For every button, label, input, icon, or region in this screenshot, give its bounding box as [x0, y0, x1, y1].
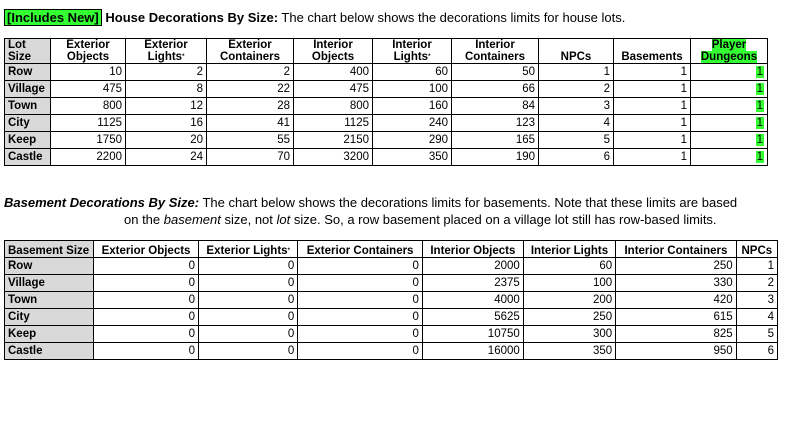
- table-cell: 2000: [422, 258, 523, 275]
- table-cell: 2200: [51, 149, 126, 166]
- table-cell: 0: [94, 292, 199, 309]
- table-cell: 0: [94, 343, 199, 360]
- table-cell: 0: [199, 309, 298, 326]
- table-row: [5, 309, 778, 326]
- basement-description-1: The chart below shows the decorations limits for basements. Note that these limits are based: [199, 195, 738, 210]
- table-row: [5, 149, 768, 166]
- table-cell: 1: [691, 132, 768, 149]
- table-cell: 84: [452, 98, 539, 115]
- table-cell: 300: [523, 326, 615, 343]
- basement-decorations-table: [4, 240, 778, 360]
- table-row: [5, 292, 778, 309]
- col-exterior-containers: Exterior Containers: [207, 39, 294, 64]
- row-label: Town: [5, 98, 51, 115]
- basement-header-row: [5, 241, 778, 258]
- table-row: [5, 275, 778, 292]
- table-cell: 0: [199, 292, 298, 309]
- table-cell: 950: [616, 343, 736, 360]
- asterisk-mark: *: [287, 248, 290, 254]
- col-interior-containers: Interior Containers: [452, 39, 539, 64]
- table-cell: 1: [691, 98, 768, 115]
- table-cell: 28: [207, 98, 294, 115]
- table-cell: 475: [51, 81, 126, 98]
- table-cell: 0: [199, 343, 298, 360]
- row-label: Village: [5, 275, 94, 292]
- asterisk-mark: *: [182, 54, 185, 60]
- table-cell: 250: [523, 309, 615, 326]
- house-decorations-table: [4, 38, 768, 166]
- table-cell: 0: [94, 258, 199, 275]
- table-cell: 16: [126, 115, 207, 132]
- row-label: Keep: [5, 132, 51, 149]
- table-cell: 0: [199, 258, 298, 275]
- row-label: Castle: [5, 149, 51, 166]
- table-cell: 0: [298, 275, 423, 292]
- table-cell: 123: [452, 115, 539, 132]
- house-heading: [4, 10, 625, 25]
- table-cell: 1: [614, 81, 691, 98]
- col-exterior-lights: Exterior Lights*: [199, 241, 298, 258]
- table-cell: 41: [207, 115, 294, 132]
- table-cell: 10: [51, 64, 126, 81]
- table-cell: 1: [614, 132, 691, 149]
- table-cell: 240: [373, 115, 452, 132]
- col-npcs: NPCs: [539, 39, 614, 64]
- table-cell: 2: [539, 81, 614, 98]
- col-basements: Basements: [614, 39, 691, 64]
- table-cell: 1: [691, 149, 768, 166]
- row-label: Keep: [5, 326, 94, 343]
- table-cell: 0: [94, 275, 199, 292]
- table-cell: 20: [126, 132, 207, 149]
- table-cell: 250: [616, 258, 736, 275]
- table-cell: 4000: [422, 292, 523, 309]
- table-cell: 825: [616, 326, 736, 343]
- table-cell: 2: [736, 275, 777, 292]
- table-cell: 6: [539, 149, 614, 166]
- table-cell: 0: [199, 326, 298, 343]
- table-cell: 420: [616, 292, 736, 309]
- row-label: Row: [5, 258, 94, 275]
- house-description: The chart below shows the decorations limits for house lots.: [278, 10, 626, 25]
- basement-heading: [4, 194, 794, 228]
- table-cell: 3200: [294, 149, 373, 166]
- table-cell: 1125: [294, 115, 373, 132]
- table-cell: 200: [523, 292, 615, 309]
- table-cell: 2: [126, 64, 207, 81]
- table-cell: 1: [691, 64, 768, 81]
- house-title: House Decorations By Size:: [105, 10, 279, 25]
- col-basement-size: Basement Size: [5, 241, 94, 258]
- table-cell: 1: [614, 64, 691, 81]
- table-cell: 2: [207, 64, 294, 81]
- table-cell: 800: [294, 98, 373, 115]
- col-interior-lights: Interior Lights: [523, 241, 615, 258]
- table-cell: 8: [126, 81, 207, 98]
- table-row: [5, 326, 778, 343]
- table-cell: 800: [51, 98, 126, 115]
- col-exterior-objects: Exterior Objects: [94, 241, 199, 258]
- table-cell: 5: [539, 132, 614, 149]
- row-label: Row: [5, 64, 51, 81]
- table-cell: 66: [452, 81, 539, 98]
- col-interior-objects: Interior Objects: [422, 241, 523, 258]
- basement-description-2: on the basement size, not lot size. So, a row basement placed on a village lot still has row-based limits.: [124, 212, 717, 227]
- table-cell: 1750: [51, 132, 126, 149]
- row-label: Town: [5, 292, 94, 309]
- table-row: [5, 258, 778, 275]
- table-cell: 100: [523, 275, 615, 292]
- col-exterior-objects: Exterior Objects: [51, 39, 126, 64]
- table-cell: 60: [523, 258, 615, 275]
- table-cell: 1: [736, 258, 777, 275]
- table-cell: 1: [691, 81, 768, 98]
- table-cell: 0: [298, 309, 423, 326]
- table-cell: 2375: [422, 275, 523, 292]
- table-cell: 70: [207, 149, 294, 166]
- col-exterior-lights: Exterior Lights*: [126, 39, 207, 64]
- asterisk-mark: *: [428, 54, 431, 60]
- table-row: [5, 81, 768, 98]
- table-cell: 0: [298, 326, 423, 343]
- table-cell: 10750: [422, 326, 523, 343]
- table-cell: 12: [126, 98, 207, 115]
- table-cell: 6: [736, 343, 777, 360]
- table-cell: 0: [298, 343, 423, 360]
- table-cell: 160: [373, 98, 452, 115]
- col-interior-objects: Interior Objects: [294, 39, 373, 64]
- table-cell: 4: [539, 115, 614, 132]
- table-cell: 1125: [51, 115, 126, 132]
- table-cell: 3: [736, 292, 777, 309]
- col-npcs: NPCs: [736, 241, 777, 258]
- table-cell: 350: [373, 149, 452, 166]
- col-player-dungeons: Player Dungeons: [691, 39, 768, 64]
- table-row: [5, 132, 768, 149]
- table-cell: 55: [207, 132, 294, 149]
- col-exterior-containers: Exterior Containers: [298, 241, 423, 258]
- table-row: [5, 64, 768, 81]
- table-cell: 16000: [422, 343, 523, 360]
- table-cell: 290: [373, 132, 452, 149]
- table-cell: 60: [373, 64, 452, 81]
- col-lot-size: Lot Size: [5, 39, 51, 64]
- table-cell: 100: [373, 81, 452, 98]
- table-cell: 190: [452, 149, 539, 166]
- table-cell: 5: [736, 326, 777, 343]
- table-cell: 350: [523, 343, 615, 360]
- row-label: Village: [5, 81, 51, 98]
- includes-new-badge: [Includes New]: [4, 9, 102, 26]
- table-cell: 5625: [422, 309, 523, 326]
- table-cell: 0: [298, 292, 423, 309]
- table-cell: 0: [94, 326, 199, 343]
- table-cell: 1: [614, 98, 691, 115]
- table-row: [5, 115, 768, 132]
- table-cell: 0: [94, 309, 199, 326]
- table-cell: 165: [452, 132, 539, 149]
- table-cell: 1: [614, 149, 691, 166]
- col-interior-containers: Interior Containers: [616, 241, 736, 258]
- row-label: Castle: [5, 343, 94, 360]
- col-interior-lights: Interior Lights*: [373, 39, 452, 64]
- row-label: City: [5, 115, 51, 132]
- house-header-row: [5, 39, 768, 64]
- table-cell: 4: [736, 309, 777, 326]
- row-label: City: [5, 309, 94, 326]
- table-cell: 330: [616, 275, 736, 292]
- table-row: [5, 343, 778, 360]
- table-cell: 22: [207, 81, 294, 98]
- table-cell: 615: [616, 309, 736, 326]
- table-cell: 24: [126, 149, 207, 166]
- table-cell: 475: [294, 81, 373, 98]
- table-row: [5, 98, 768, 115]
- table-cell: 1: [539, 64, 614, 81]
- table-cell: 400: [294, 64, 373, 81]
- table-cell: 1: [614, 115, 691, 132]
- table-cell: 0: [199, 275, 298, 292]
- basement-title: Basement Decorations By Size:: [4, 195, 200, 210]
- table-cell: 50: [452, 64, 539, 81]
- table-cell: 0: [298, 258, 423, 275]
- table-cell: 3: [539, 98, 614, 115]
- table-cell: 2150: [294, 132, 373, 149]
- table-cell: 1: [691, 115, 768, 132]
